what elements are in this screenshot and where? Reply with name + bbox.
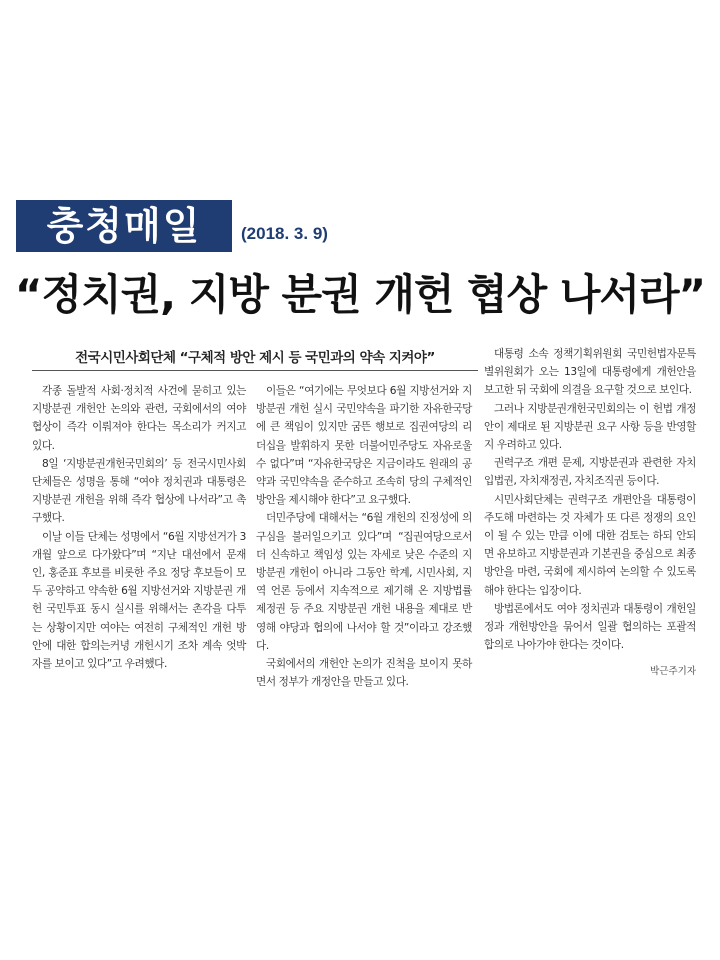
paragraph: 국회에서의 개헌안 논의가 진척을 보이지 못하면서 정부가 개정안을 만들고 있다. (256, 658, 472, 689)
paragraph: 이날 이들 단체는 성명에서 “6월 지방선거가 3개월 앞으로 다가왔다”며 “지난 대선에서 문재인, 홍준표 후보를 비롯한 주요 정당 후보들이 모두 공약하고 약속한 6월 지방선거와 지방분권 개헌 국민투표 동시 실시를 위해서는 촌각을 다투는 상황이지만 여야는 여전히 구체적인 개헌 방안에 대한 합의는커녕 개헌시기 조차 계속 엇박자를 보이고 있다”고 우려했다. (32, 530, 246, 671)
paragraph: 방법론에서도 여야 정치권과 대통령이 개헌일정과 개헌방안을 묶어서 일괄 협의하는 포괄적 합의로 나아가야 한다는 것이다. (484, 602, 696, 652)
subhead-rule (32, 370, 478, 371)
publication-date: (2018. 3. 9) (241, 224, 328, 243)
newspaper-logo: 충청매일 (16, 200, 232, 252)
article-column-3 (484, 345, 696, 654)
article-headline: “정치권, 지방 분권 개헌 협상 나서라” (14, 270, 706, 319)
paragraph: 이들은 “여기에는 무엇보다 6월 지방선거와 지방분권 개헌 실시 국민약속을 파기한 자유한국당에 큰 책임이 있지만 굼뜬 행보로 집권여당의 리더십을 발휘하지 못한 더불어민주당도 자유로울 수 없다”며 “자유한국당은 지금이라도 원래의 공약과 국민약속을 준수하고 조속히 당의 구체적인 방안을 제시해야 한다”고 요구했다. (256, 385, 472, 507)
paragraph: 8일 ‘지방분권개헌국민회의’ 등 전국시민사회단체들은 성명을 통해 “여야 정치권과 대통령은 지방분권 개헌을 위해 즉각 협상에 나서라”고 촉구했다. (32, 457, 246, 525)
article-column-2 (256, 382, 472, 691)
paragraph: 더민주당에 대해서는 “6월 개헌의 진정성에 의구심을 불러일으키고 있다”며 “집권여당으로서 더 신속하고 책임성 있는 자세로 낮은 수준의 지방분권 개헌이 아니라 그동안 학계, 시민사회, 지역 언론 등에서 지속적으로 제기해 온 지방법률 제정권 등 주요 지방분권 개헌 내용을 제대로 반영해 야당과 협의에 나서야 할 것”이라고 강조했다. (256, 512, 472, 652)
article-column-1 (32, 382, 246, 673)
article-subhead: 전국시민사회단체 “구체적 방안 제시 등 국민과의 약속 지켜야” (75, 350, 435, 366)
paragraph: 권력구조 개편 문제, 지방분권과 관련한 자치입법권, 자치재정권, 자치조직권 등이다. (484, 457, 696, 488)
paragraph: 대통령 소속 정책기획위원회 국민헌법자문특별위원회가 오는 13일에 대통령에게 개헌안을 보고한 뒤 국회에 의결을 요구할 것으로 보인다. (484, 348, 696, 397)
paragraph: 시민사회단체는 권력구조 개편안을 대통령이 주도해 마련하는 것 자체가 또 다른 정쟁의 요인이 될 수 있는 만큼 이에 대한 검토는 하되 안되면 유보하고 지방분권과 기본권을 중심으로 최종방안을 마련, 국회에 제시하여 논의할 수 있도록 해야 한다는 입장이다. (484, 493, 696, 597)
paragraph: 각종 돌발적 사회·정치적 사건에 묻히고 있는 지방분권 개헌안 논의와 관련, 국회에서의 여야 협상이 즉각 이뤄져야 한다는 목소리가 커지고 있다. (32, 385, 246, 452)
paragraph: 그러나 지방분권개헌국민회의는 이 헌법 개정안이 제대로 된 지방분권 요구 사항 등을 반영할지 우려하고 있다. (484, 402, 696, 452)
reporter-byline: 박근주기자 (650, 666, 696, 677)
